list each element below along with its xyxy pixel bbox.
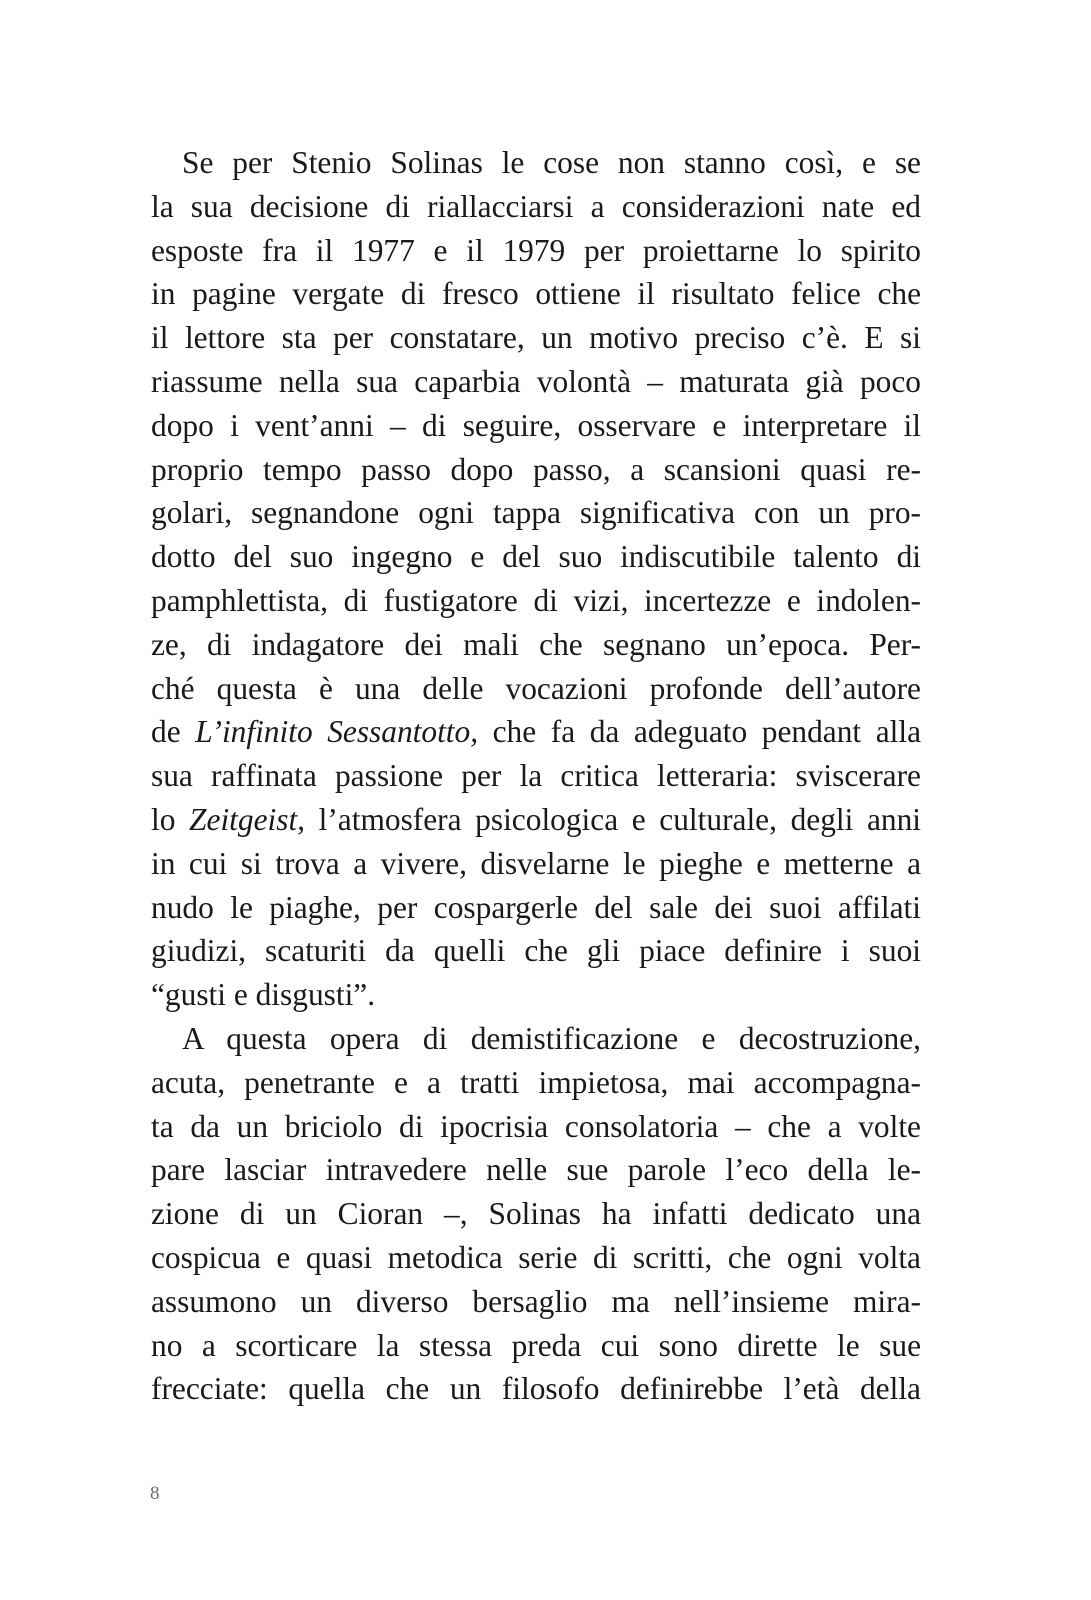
text-line: ché questa è una delle vocazioni profonde dell’autore [151, 670, 921, 706]
text-segment: de [151, 714, 196, 750]
text-line: no a scorticare la stessa preda cui sono dirette le sue [151, 1327, 921, 1363]
text-line: proprio tempo passo dopo passo, a scansioni quasi re- [151, 451, 921, 487]
page-number: 8 [150, 1483, 160, 1504]
text-line: ta da un briciolo di ipocrisia consolatoria – che a volte [151, 1108, 921, 1144]
text-line: “gusti e disgusti”. [151, 977, 376, 1013]
text-segment: l’atmosfera psicologica e culturale, degli anni [305, 801, 922, 837]
text-line: riassume nella sua caparbia volontà – maturata già poco [151, 363, 921, 399]
text-line: golari, segnandone ogni tappa significativa con un pro- [151, 495, 921, 531]
text-line: in pagine vergate di fresco ottiene il risultato felice che [151, 276, 921, 312]
text-segment: che fa da adeguato pendant alla [478, 714, 922, 750]
text-line: nudo le piaghe, per cospargerle del sale dei suoi affilati [151, 889, 921, 925]
text-line: pamphlettista, di fustigatore di vizi, incertezze e indolen- [151, 582, 921, 618]
text-line: Se per Stenio Solinas le cose non stanno così, e se [182, 145, 921, 180]
text-segment: lo [151, 801, 190, 837]
text-line: pare lasciar intravedere nelle sue parole l’eco della le- [151, 1152, 921, 1188]
text-line: il lettore sta per constatare, un motivo preciso c’è. E si [151, 320, 921, 356]
text-line: ze, di indagatore dei mali che segnano un’epoca. Per- [151, 626, 921, 662]
text-line-with-term [151, 798, 921, 842]
text-line: assumono un diverso bersaglio ma nell’insieme mira- [151, 1283, 921, 1319]
text-line: acuta, penetrante e a tratti impietosa, mai accompagna- [151, 1064, 921, 1100]
text-line: dotto del suo ingegno e del suo indiscutibile talento di [151, 539, 921, 575]
text-line: A questa opera di demistificazione e decostruzione, [182, 1020, 921, 1056]
text-line: cospicua e quasi metodica serie di scritti, che ogni volta [151, 1239, 921, 1275]
text-line: sua raffinata passione per la critica letteraria: sviscerare [151, 758, 921, 794]
text-line-with-title [151, 710, 921, 754]
term-italic: Zeitgeist, [189, 801, 306, 837]
text-line: dopo i vent’anni – di seguire, osservare e interpretare il [151, 407, 921, 443]
book-title-italic: L’infinito Sessantotto, [195, 714, 479, 750]
body-text [151, 141, 921, 1411]
text-line: giudizi, scaturiti da quelli che gli piace definire i suoi [151, 933, 921, 969]
text-line: esposte fra il 1977 e il 1979 per proiettarne lo spirito [151, 232, 921, 268]
text-line: frecciate: quella che un filosofo definirebbe l’età della [151, 1371, 921, 1407]
text-line: in cui si trova a vivere, disvelarne le pieghe e metterne a [151, 845, 921, 881]
text-line: la sua decisione di riallacciarsi a considerazioni nate ed [151, 188, 921, 224]
text-line: zione di un Cioran –, Solinas ha infatti dedicato una [151, 1196, 921, 1232]
